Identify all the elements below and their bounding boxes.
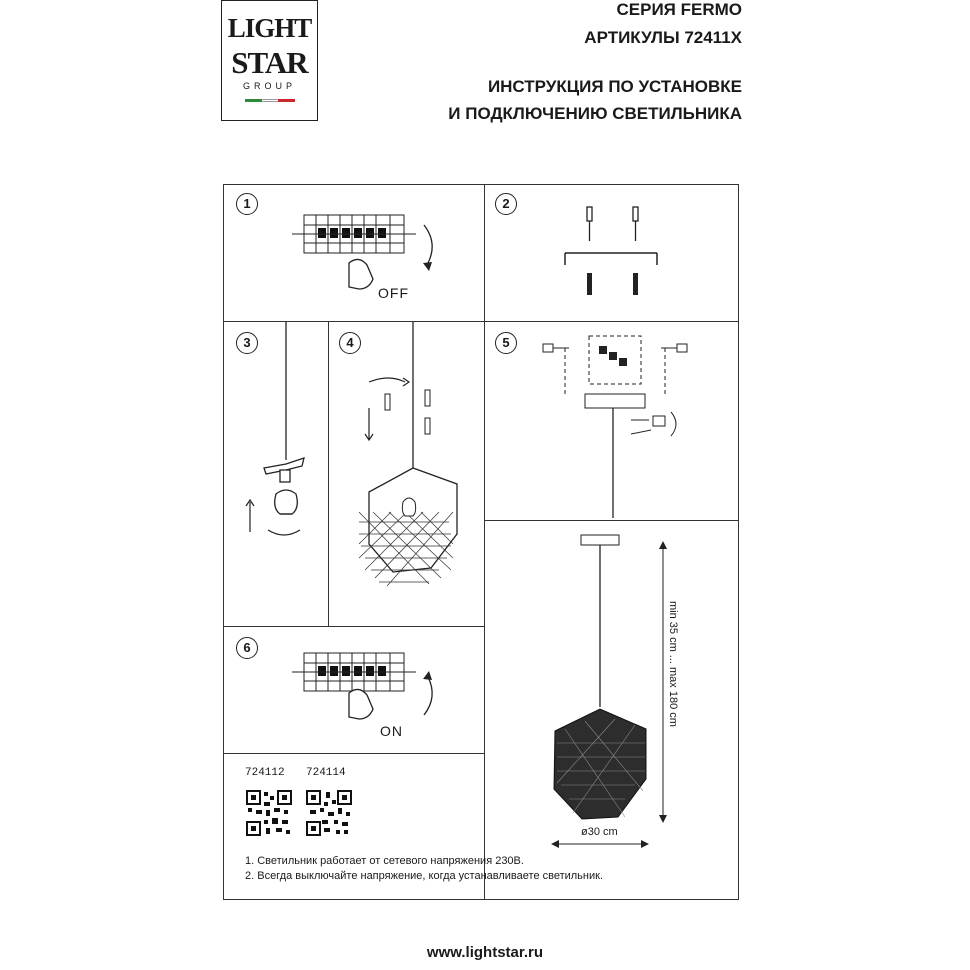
lamp-bulb-insert-illustration: [224, 322, 330, 628]
instruction-title-line1: ИНСТРУКЦИЯ ПО УСТАНОВКЕ: [487, 77, 742, 96]
circuit-breaker-on-illustration: [224, 627, 486, 755]
step-panel-5: [484, 321, 739, 521]
step-number-badge: 2: [495, 193, 517, 215]
diameter-dimension-label: ø30 cm: [581, 826, 618, 838]
step-panel-6: [223, 626, 485, 754]
step-panel-3: [223, 321, 329, 627]
article-code-2: 724114: [306, 767, 346, 779]
step-number-badge: 5: [495, 332, 517, 354]
note-2: 2. Всегда выключайте напряжение, когда устанавливаете светильник.: [245, 870, 604, 882]
wire-connection-illustration: [485, 322, 740, 522]
italian-flag-stripe: [245, 99, 295, 102]
step-number-badge: 1: [236, 193, 258, 215]
dimension-panel: [484, 520, 739, 900]
step-panel-1: [223, 184, 485, 322]
website-link[interactable]: www.lightstar.ru: [426, 944, 544, 961]
series-title: СЕРИЯ FERMO: [616, 0, 742, 19]
step-number-badge: 3: [236, 332, 258, 354]
step-number-badge: 6: [236, 637, 258, 659]
article-code-1: 724112: [245, 767, 285, 779]
switch-on-label: ON: [380, 723, 403, 739]
note-1: 1. Светильник работает от сетевого напряжения 230В.: [245, 855, 524, 867]
mounting-bracket-screws-illustration: [485, 185, 740, 323]
articles-title: АРТИКУЛЫ 72411X: [584, 28, 742, 47]
switch-off-label: OFF: [378, 285, 409, 301]
qr-code-icon: [306, 790, 352, 836]
logo-word-star: STAR: [231, 45, 308, 80]
step-number-badge: 4: [339, 332, 361, 354]
brand-logo: [221, 0, 318, 121]
shade-attach-illustration: [329, 322, 486, 628]
logo-word-light: LIGHT: [227, 13, 312, 43]
circuit-breaker-off-illustration: [224, 185, 486, 323]
step-panel-4: [328, 321, 485, 627]
height-dimension-label: min 35 cm ... max 180 cm: [667, 601, 679, 727]
pendant-dimension-drawing: [485, 521, 740, 901]
instruction-title-line2: И ПОДКЛЮЧЕНИЮ СВЕТИЛЬНИКА: [448, 104, 742, 123]
qr-code-icon: [246, 790, 292, 836]
step-panel-2: [484, 184, 739, 322]
logo-word-group: GROUP: [242, 81, 296, 91]
